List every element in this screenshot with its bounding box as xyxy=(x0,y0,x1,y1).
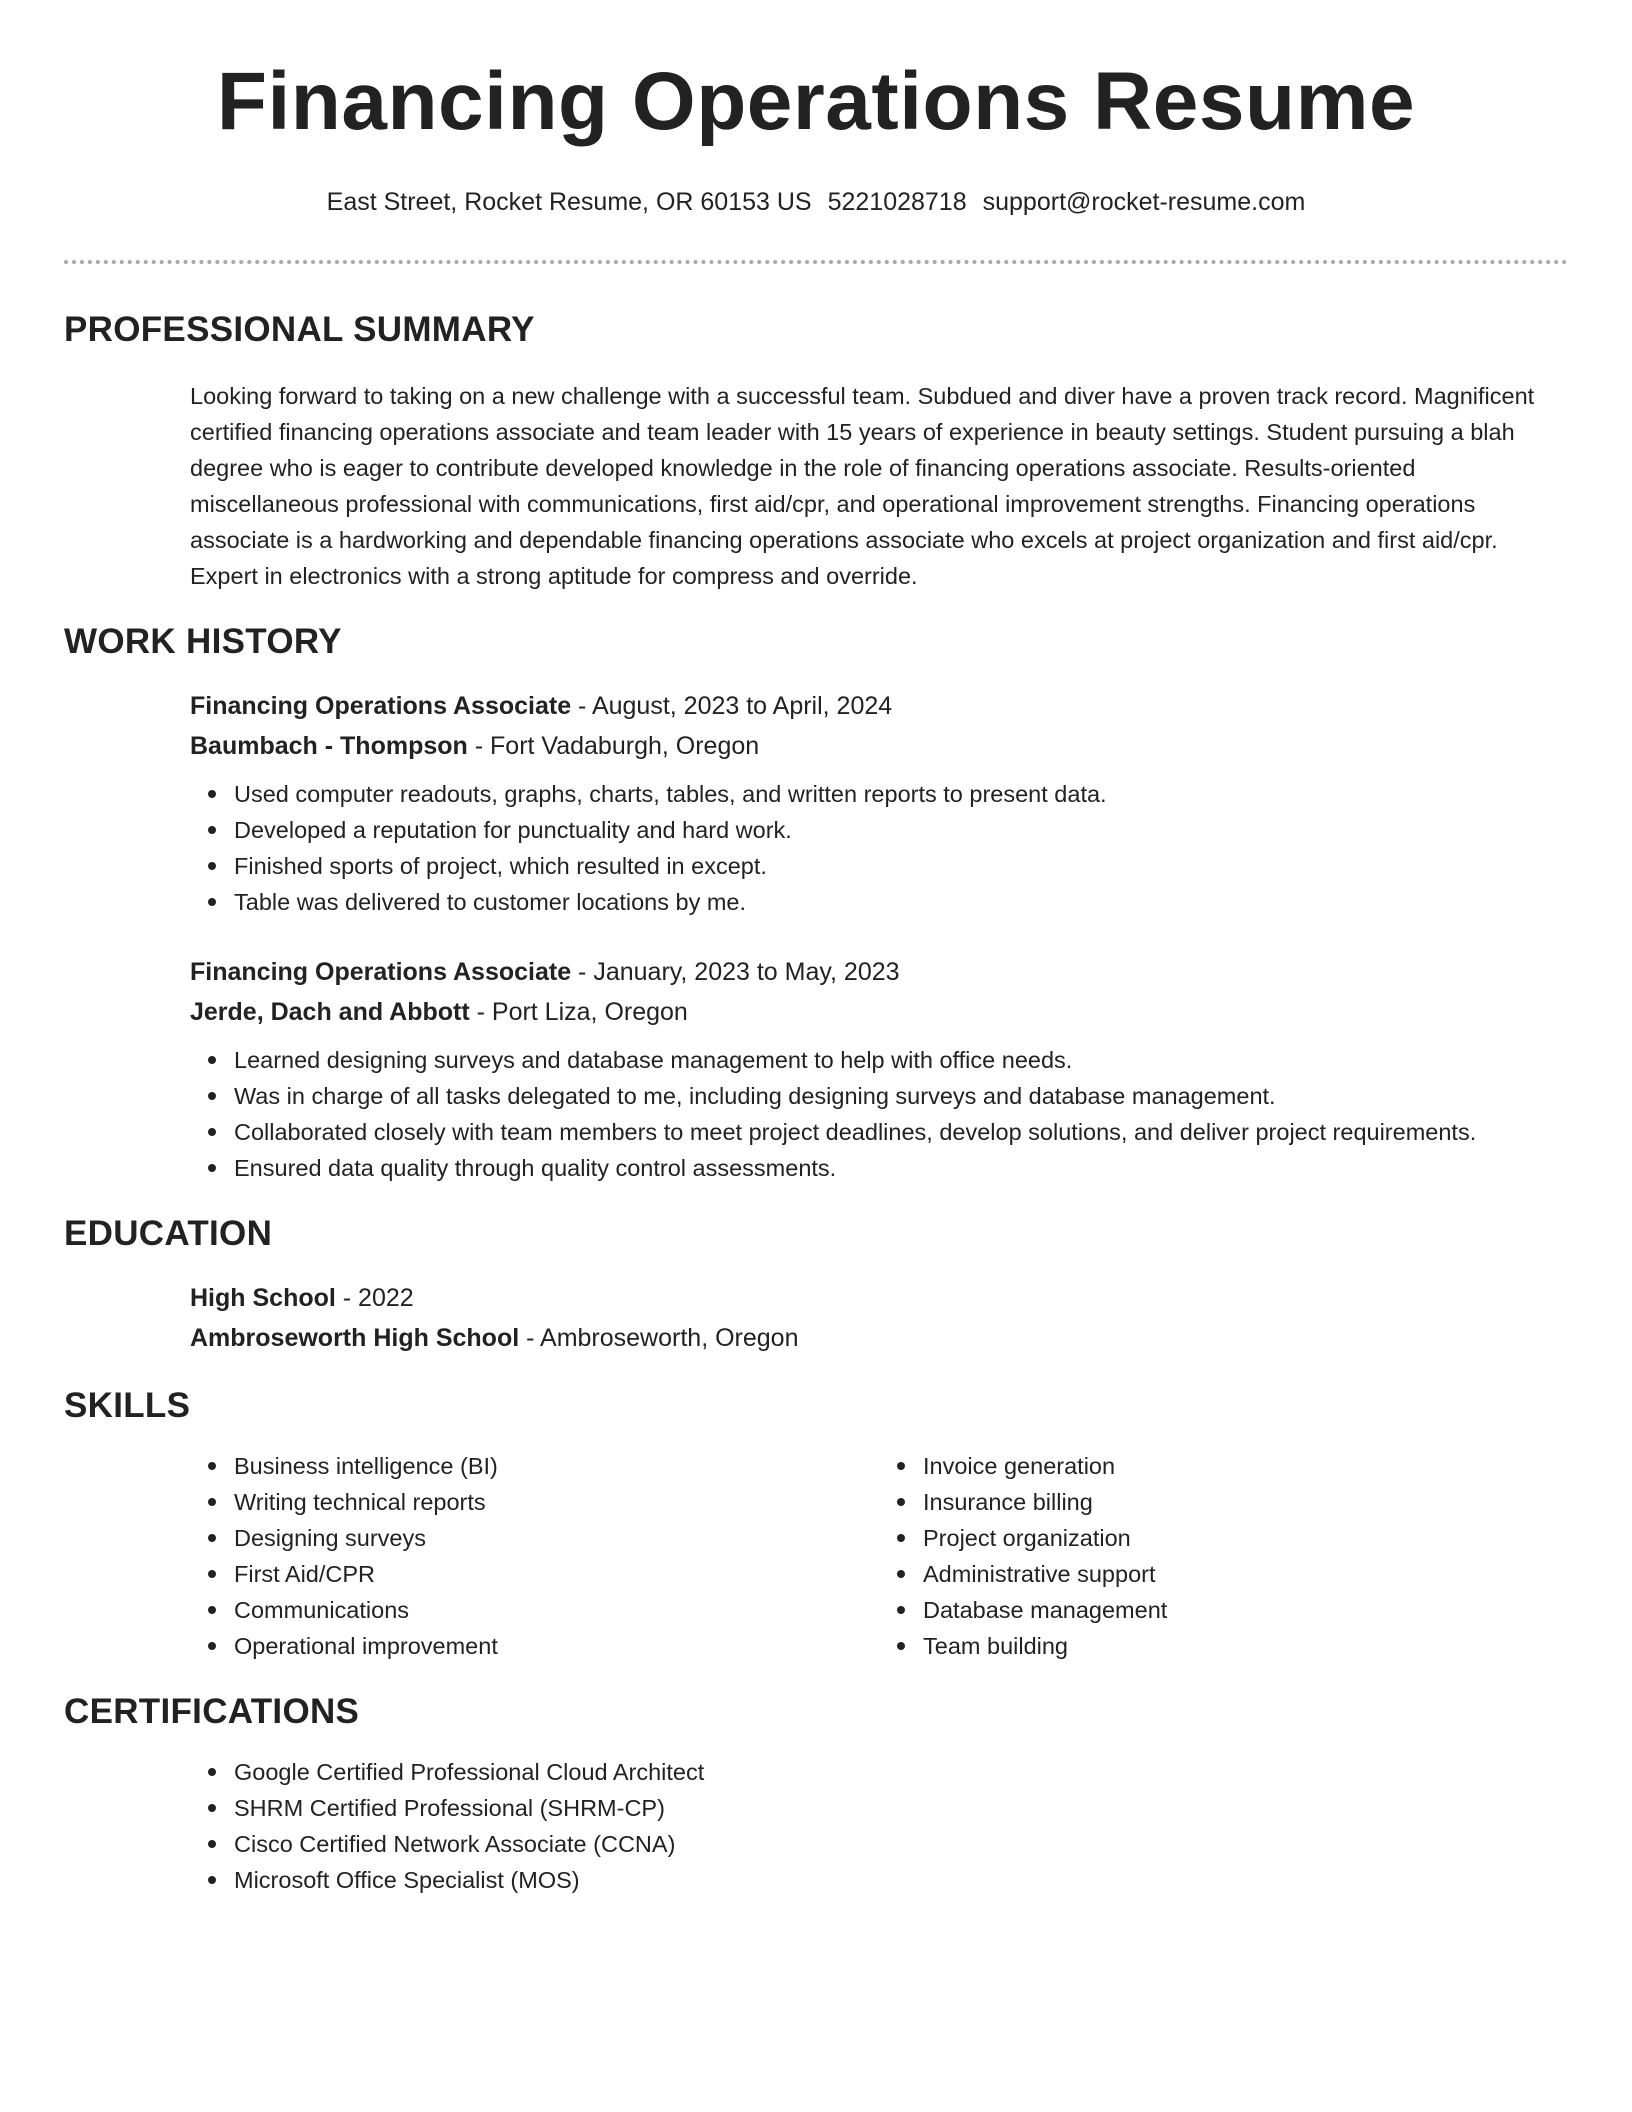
work-history-section xyxy=(64,620,1568,1186)
list-item: Collaborated closely with team members to meet project deadlines, develop solutions, and deliver project requirements. xyxy=(234,1114,1568,1150)
job-location: - Fort Vadaburgh, Oregon xyxy=(467,732,760,760)
job-company: Jerde, Dach and Abbott xyxy=(190,998,470,1026)
header-divider xyxy=(64,260,1568,264)
list-item: Cisco Certified Network Associate (CCNA) xyxy=(234,1826,1568,1862)
graduation-year: - 2022 xyxy=(335,1284,414,1312)
certifications-section xyxy=(64,1690,1568,1898)
education-section xyxy=(64,1212,1568,1358)
list-item: Business intelligence (BI) xyxy=(234,1448,879,1484)
list-item: Project organization xyxy=(923,1520,1568,1556)
list-item: Finished sports of project, which resulted in except. xyxy=(234,848,1568,884)
job-entry xyxy=(64,952,1568,1186)
contact-line xyxy=(64,186,1568,218)
job-dates: - January, 2023 to May, 2023 xyxy=(571,958,900,986)
job-dates: - August, 2023 to April, 2024 xyxy=(571,692,893,720)
list-item: Microsoft Office Specialist (MOS) xyxy=(234,1862,1568,1898)
list-item: SHRM Certified Professional (SHRM-CP) xyxy=(234,1790,1568,1826)
skills-section xyxy=(64,1384,1568,1664)
skills-heading: SKILLS xyxy=(64,1386,191,1425)
job-location: - Port Liza, Oregon xyxy=(469,998,688,1026)
job-company-line xyxy=(190,726,1568,766)
list-item: Communications xyxy=(234,1592,879,1628)
job-title: Financing Operations Associate xyxy=(190,692,572,720)
list-item: Google Certified Professional Cloud Architect xyxy=(234,1754,1568,1790)
certifications-list xyxy=(190,1754,1568,1898)
school-name: Ambroseworth High School xyxy=(190,1324,520,1352)
contact-phone: 5221028718 xyxy=(827,188,967,216)
job-title-line xyxy=(190,686,1568,726)
contact-address: East Street, Rocket Resume, OR 60153 US xyxy=(326,188,812,216)
list-item: Designing surveys xyxy=(234,1520,879,1556)
list-item: Table was delivered to customer locations by me. xyxy=(234,884,1568,920)
resume-title: Financing Operations Resume xyxy=(216,56,1416,147)
list-item: Developed a reputation for punctuality and hard work. xyxy=(234,812,1568,848)
list-item: Administrative support xyxy=(923,1556,1568,1592)
list-item: Writing technical reports xyxy=(234,1484,879,1520)
job-entry xyxy=(64,686,1568,920)
list-item: Team building xyxy=(923,1628,1568,1664)
job-bullets xyxy=(190,776,1568,920)
certifications-body xyxy=(64,1754,1568,1898)
list-item: Insurance billing xyxy=(923,1484,1568,1520)
certifications-heading: CERTIFICATIONS xyxy=(64,1692,360,1731)
list-item: Used computer readouts, graphs, charts, tables, and written reports to present data. xyxy=(234,776,1568,812)
work-history-heading: WORK HISTORY xyxy=(64,622,342,661)
resume-header xyxy=(64,0,1568,218)
summary-text: Looking forward to taking on a new challenge with a successful team. Subdued and diver have a proven track record. Magnificent certified financing operations associate and team leader with 15 years of experience in beauty settings. Student pursuing a blah degree who is eager to contribute developed knowledge in the role of financing operations associate. Results-oriented miscellaneous professional with communications, first aid/cpr, and operational improvement strengths. Financing operations associate is a hardworking and dependable financing operations associate who excels at project organization and first aid/cpr. Expert in electronics with a strong aptitude for compress and override. xyxy=(190,383,1535,589)
skills-list-left xyxy=(190,1448,879,1664)
list-item: Ensured data quality through quality control assessments. xyxy=(234,1150,1568,1186)
job-title: Financing Operations Associate xyxy=(190,958,572,986)
education-entry xyxy=(64,1278,1568,1358)
degree: High School xyxy=(190,1284,336,1312)
school-location: - Ambroseworth, Oregon xyxy=(519,1324,799,1352)
summary-section xyxy=(64,308,1568,594)
list-item: Database management xyxy=(923,1592,1568,1628)
degree-line xyxy=(190,1278,1568,1318)
skills-columns xyxy=(64,1448,1568,1664)
job-company: Baumbach - Thompson xyxy=(190,732,468,760)
job-company-line xyxy=(190,992,1568,1032)
education-heading: EDUCATION xyxy=(64,1214,273,1253)
list-item: Invoice generation xyxy=(923,1448,1568,1484)
job-title-line xyxy=(190,952,1568,992)
skills-list-right xyxy=(879,1448,1568,1664)
list-item: Was in charge of all tasks delegated to me, including designing surveys and database management. xyxy=(234,1078,1568,1114)
school-line xyxy=(190,1318,1568,1358)
list-item: Learned designing surveys and database management to help with office needs. xyxy=(234,1042,1568,1078)
job-bullets xyxy=(190,1042,1568,1186)
list-item: First Aid/CPR xyxy=(234,1556,879,1592)
contact-email: support@rocket-resume.com xyxy=(982,188,1306,216)
summary-heading: PROFESSIONAL SUMMARY xyxy=(64,310,535,349)
list-item: Operational improvement xyxy=(234,1628,879,1664)
